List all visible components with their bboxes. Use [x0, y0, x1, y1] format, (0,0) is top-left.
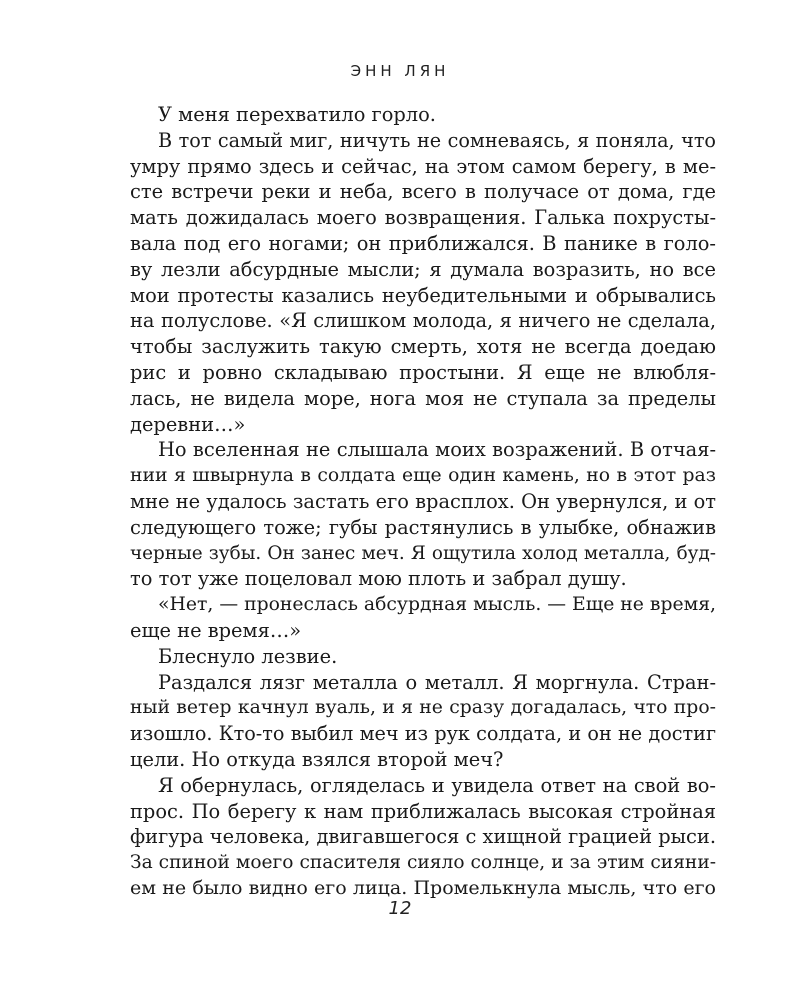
text-line: на полуслове. «Я слишком молода, я ничего не сделала, — [130, 309, 716, 333]
text-line: следующего тоже; губы растянулись в улыбке, обнажив — [130, 515, 716, 539]
text-line: умру прямо здесь и сейчас, на этом самом берегу, в ме- — [130, 154, 716, 178]
running-head: ЭНН ЛЯН — [350, 62, 450, 80]
text-line: черные зубы. Он занес меч. Я ощутила холод металла, буд- — [130, 542, 716, 564]
text-line: Раздался лязг металла о металл. Я моргнула. Стран- — [158, 670, 716, 694]
text-line: ву лезли абсурдные мысли; я думала возразить, но все — [130, 257, 716, 281]
text-line: прос. По берегу к нам приближалась высокая стройная — [130, 799, 716, 823]
text-line: Но вселенная не слышала моих возражений. В отчая- — [158, 438, 716, 462]
text-line: нии я швырнула в солдата еще один камень, но в этот раз — [130, 465, 716, 487]
text-line: ем не было видно его лица. Промелькнула мысль, что его — [130, 876, 716, 899]
body-text — [130, 102, 716, 902]
text-line: вала под его ногами; он приближался. В панике в голо- — [130, 231, 716, 255]
text-line: цели. Но откуда взялся второй меч? — [130, 747, 504, 771]
text-line: За спиной моего спасителя сияло солнце, и за этим сияни- — [130, 852, 716, 874]
text-line: Блеснуло лезвие. — [158, 644, 338, 668]
text-line: Я обернулась, огляделась и увидела ответ на свой во- — [158, 773, 716, 797]
text-line: ный ветер качнул вуаль, и я не сразу догадалась, что про- — [130, 697, 716, 719]
text-line: чтобы заслужить такую смерть, хотя не всегда доедаю — [130, 335, 716, 359]
text-line: фигура человека, двигавшегося с хищной грацией рыси. — [130, 825, 716, 849]
text-line: лась, не видела море, нога моя не ступала за пределы — [130, 386, 716, 410]
text-line: «Нет, — пронеслась абсурдная мысль. — Еще не время, — [158, 594, 717, 616]
text-line: сте встречи реки и неба, всего в получасе от дома, где — [130, 180, 716, 204]
page-number: 12 — [388, 898, 412, 919]
text-line: В тот самый миг, ничуть не сомневаясь, я поняла, что — [158, 128, 716, 152]
text-line: мои протесты казались неубедительными и обрывались — [130, 283, 716, 307]
text-line: мать дожидалась моего возвращения. Галька похрусты- — [130, 206, 716, 230]
text-line: еще не время…» — [130, 618, 302, 642]
text-line: деревни…» — [130, 412, 246, 436]
text-line: то тот уже поцеловал мою плоть и забрал душу. — [130, 567, 627, 591]
text-line: мне не удалось застать его врасплох. Он увернулся, и от — [130, 489, 716, 513]
text-line: У меня перехватило горло. — [158, 103, 436, 126]
text-line: изошло. Кто-то выбил меч из рук солдата, и он не достиг — [130, 722, 716, 746]
text-line: рис и ровно складываю простыни. Я еще не влюбля- — [130, 360, 716, 384]
